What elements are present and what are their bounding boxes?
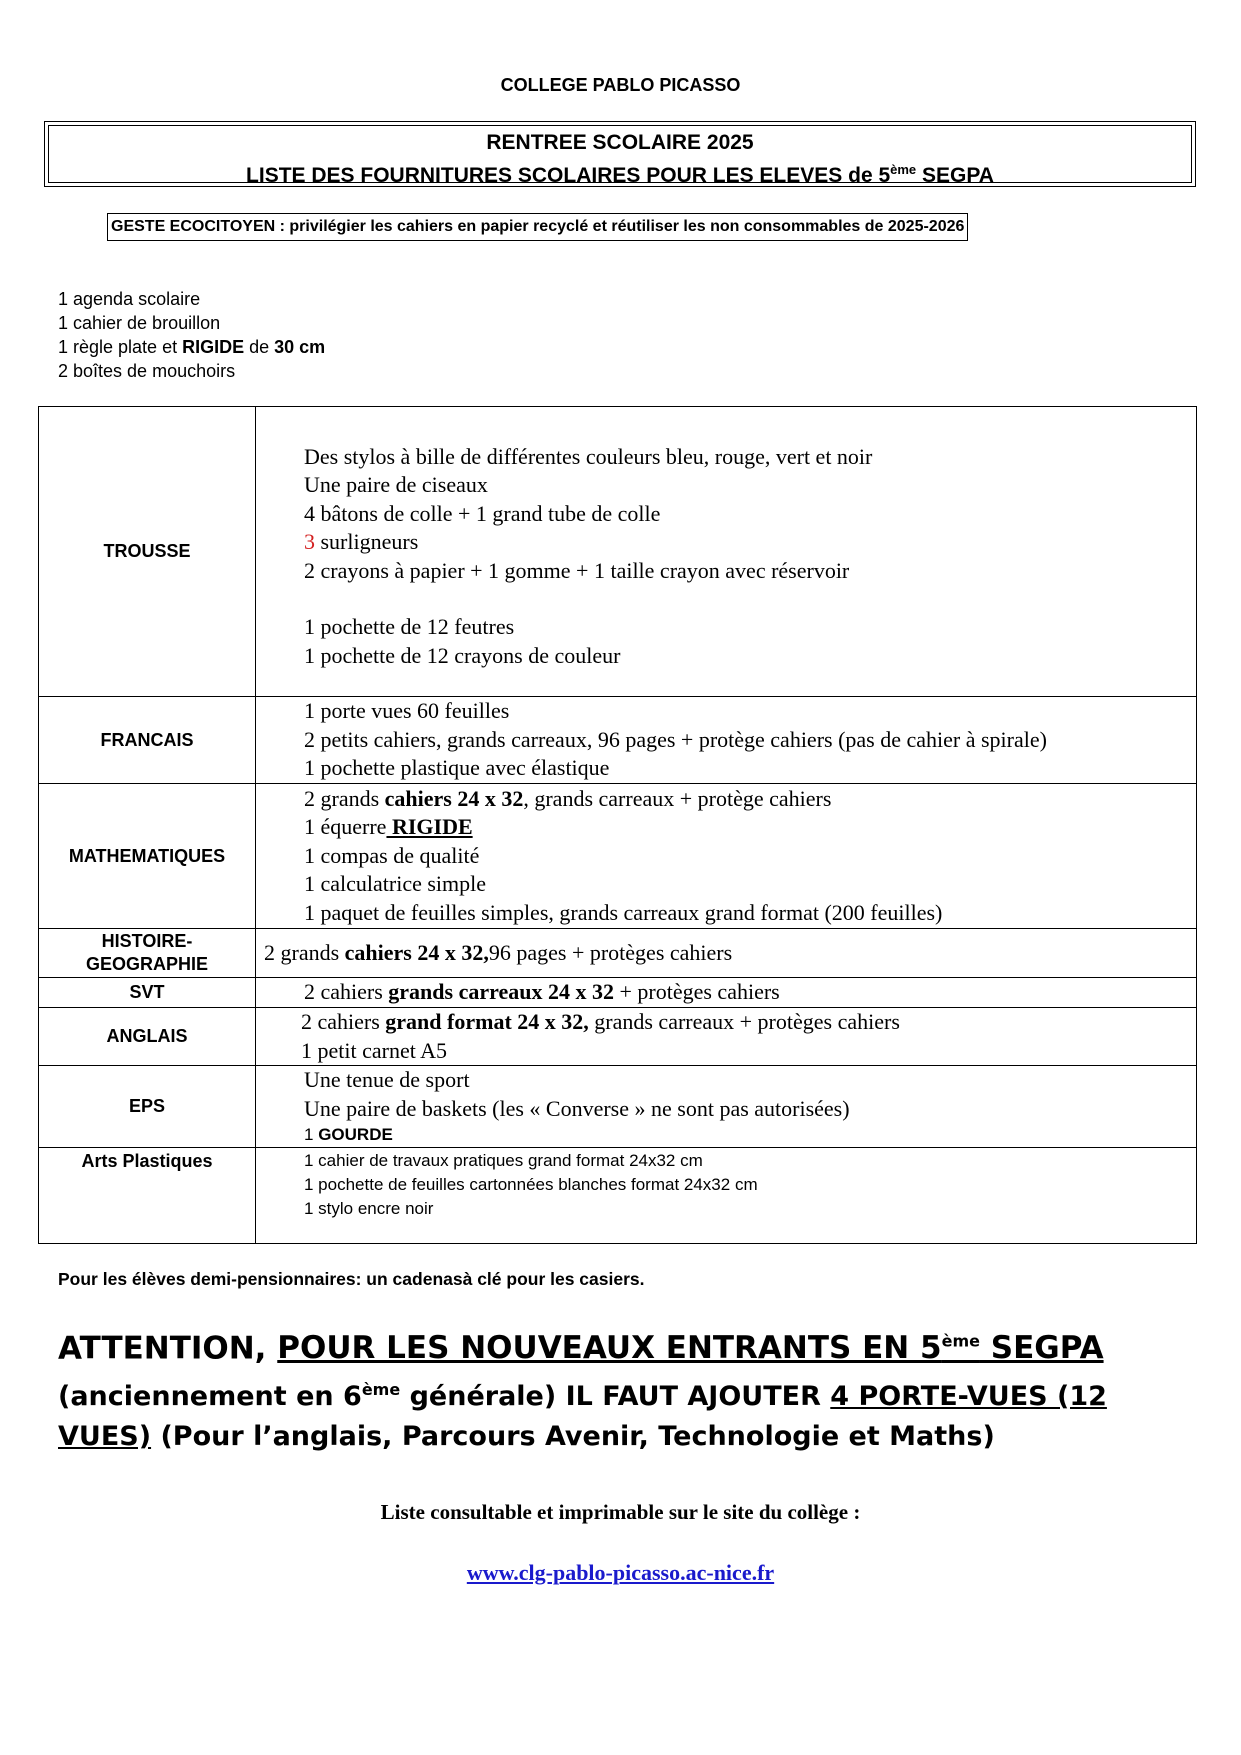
items-maths [256, 784, 1197, 929]
title-box [44, 121, 1196, 187]
list-item: 2 boîtes de mouchoirs [58, 361, 236, 381]
table-row [39, 1148, 1197, 1244]
item-line: 1 pochette de 12 crayons de couleur [304, 642, 621, 668]
item-line: 2 crayons à papier + 1 gomme + 1 taille crayon avec réservoir [304, 557, 850, 583]
item-line: 1 calculatrice simple [304, 871, 487, 897]
item-line: 4 bâtons de colle + 1 grand tube de colle [304, 500, 661, 526]
website-link[interactable]: www.clg-pablo-picasso.ac-nice.fr [466, 1560, 775, 1585]
item-line: 1 GOURDE [304, 1125, 393, 1144]
items-trousse [256, 407, 1197, 697]
table-row [39, 697, 1197, 784]
item-line: 1 pochette de feuilles cartonnées blanches format 24x32 cm [304, 1175, 758, 1194]
item-line: Une paire de ciseaux [304, 472, 488, 498]
list-item: 1 agenda scolaire [58, 289, 201, 309]
item-line: 1 pochette de 12 feutres [304, 614, 515, 640]
item-line: 2 cahiers grand format 24 x 32, grands carreaux + protèges cahiers [301, 1009, 900, 1034]
subject-histoire-geographie: HISTOIRE- GEOGRAPHIE [39, 929, 256, 978]
title-line-1: RENTREE SCOLAIRE 2025 [486, 131, 754, 154]
subject-francais: FRANCAIS [39, 697, 256, 784]
item-line: Une tenue de sport [304, 1067, 470, 1092]
items-svt [256, 978, 1197, 1008]
item-line: 2 grands cahiers 24 x 32, grands carreaux + protège cahiers [304, 785, 832, 811]
consult-note: Liste consultable et imprimable sur le site du collège : [380, 1500, 861, 1524]
item-line: 1 petit carnet A5 [301, 1037, 448, 1063]
item-line: 1 équerre RIGIDE [304, 814, 473, 840]
subject-arts-plastiques: Arts Plastiques [39, 1148, 256, 1244]
list-item: 1 règle plate et RIGIDE de 30 cm [58, 337, 326, 357]
items-anglais [256, 1008, 1197, 1066]
general-supplies [58, 287, 325, 383]
eco-notice: GESTE ECOCITOYEN : privilégier les cahiers en papier recyclé et réutiliser les non consommables de 2025-2026 [107, 213, 968, 241]
item-line: 2 petits cahiers, grands carreaux, 96 pages + protège cahiers (pas de cahier à spirale) [304, 726, 1047, 752]
table-row [39, 407, 1197, 697]
items-francais [256, 697, 1197, 784]
table-row [39, 1008, 1197, 1066]
table-row [39, 978, 1197, 1008]
subject-anglais: ANGLAIS [39, 1008, 256, 1066]
item-line: 2 cahiers grands carreaux 24 x 32 + protèges cahiers [304, 979, 780, 1005]
table-row [39, 929, 1197, 978]
item-line: 1 stylo encre noir [304, 1199, 434, 1218]
table-row [39, 1066, 1197, 1148]
item-line: Des stylos à bille de différentes couleurs bleu, rouge, vert et noir [304, 443, 873, 469]
list-item: 1 cahier de brouillon [58, 313, 221, 333]
item-line: 1 compas de qualité [304, 842, 480, 868]
item-line: 1 porte vues 60 feuilles [304, 698, 510, 724]
subject-trousse: TROUSSE [39, 407, 256, 697]
attention-notice: ATTENTION, POUR LES NOUVEAUX ENTRANTS EN 5ème SEGPA (anciennement en 6ème générale) IL FAUT AJOUTER 4 PORTE-VUES (12 VUES) (Pour l’anglais, Parcours Avenir, Technologie et Maths) [58, 1330, 1107, 1453]
item-line: 1 pochette plastique avec élastique [304, 755, 610, 781]
item-line: 1 cahier de travaux pratiques grand format 24x32 cm [304, 1151, 703, 1170]
title-line-2: LISTE DES FOURNITURES SCOLAIRES POUR LES ELEVES de 5ème SEGPA [246, 162, 994, 187]
supplies-table [38, 406, 1197, 1244]
demi-pension-note: Pour les élèves demi-pensionnaires: un cadenasà clé pour les casiers. [58, 1269, 645, 1289]
subject-eps: EPS [39, 1066, 256, 1148]
items-arts-plastiques [256, 1148, 1197, 1244]
item-line: Une paire de baskets (les « Converse » ne sont pas autorisées) [304, 1095, 850, 1121]
items-eps [256, 1066, 1197, 1148]
item-line: 3 surligneurs [304, 529, 419, 555]
subject-maths: MATHEMATIQUES [39, 784, 256, 929]
item-line: 1 paquet de feuilles simples, grands carreaux grand format (200 feuilles) [304, 899, 943, 925]
item-line: 2 grands cahiers 24 x 32,96 pages + protèges cahiers [264, 939, 733, 965]
items-histoire-geographie [256, 929, 1197, 978]
subject-svt: SVT [39, 978, 256, 1008]
table-row [39, 784, 1197, 929]
school-name: COLLEGE PABLO PICASSO [500, 75, 741, 95]
